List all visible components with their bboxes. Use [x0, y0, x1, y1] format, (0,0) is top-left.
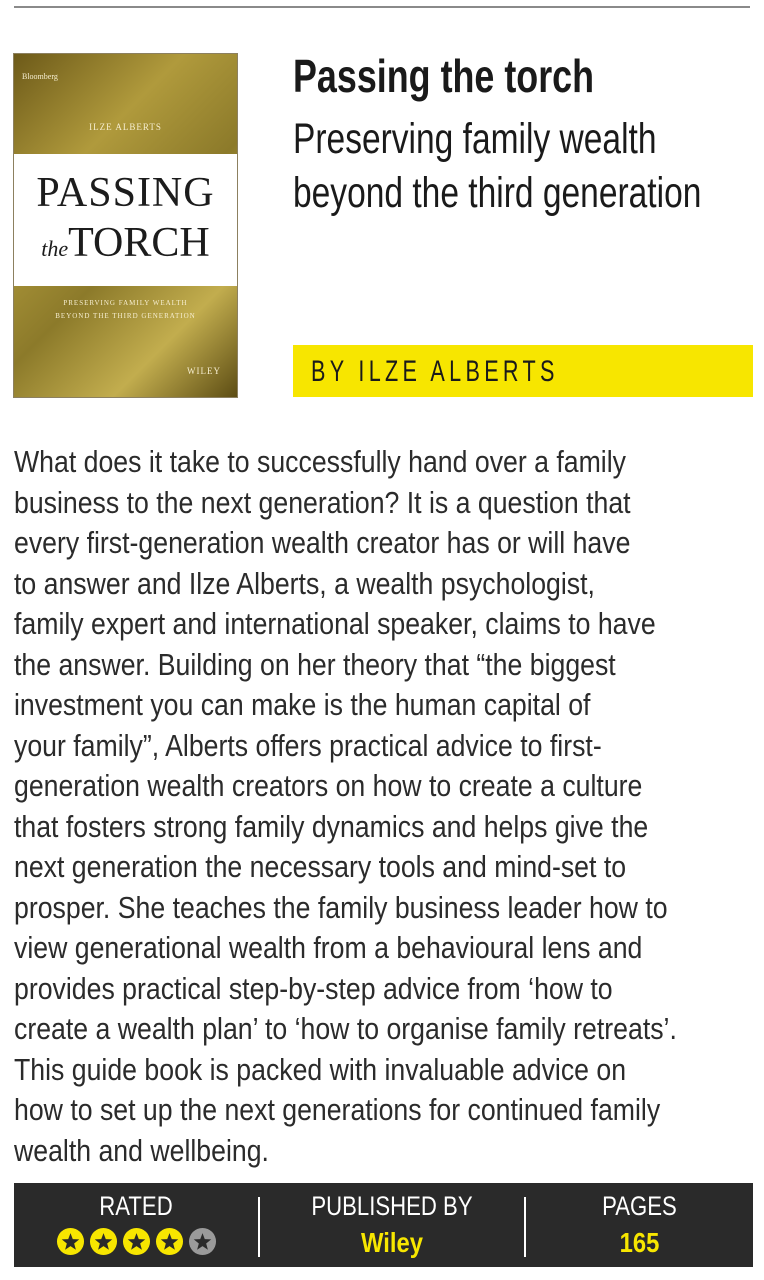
author-byline-bar — [293, 345, 753, 397]
pages-section — [526, 1183, 753, 1267]
pages-label: PAGES — [602, 1191, 677, 1221]
review-line: business to the next generation? It is a question that — [14, 484, 631, 520]
review-line: investment you can make is the human capital of — [14, 687, 591, 722]
review-line: What does it take to successfully hand over a family — [14, 444, 626, 479]
cover-subtitle — [14, 297, 237, 323]
cover-title-line2 — [14, 222, 237, 264]
book-subtitle-line2: beyond the third generation — [293, 169, 702, 217]
review-line: your family”, Alberts offers practical advice to first- — [14, 727, 602, 763]
review-line: family expert and international speaker, claims to have — [14, 606, 656, 641]
cover-subtitle-line2: BEYOND THE THIRD GENERATION — [55, 312, 196, 320]
published-by-label: PUBLISHED BY — [311, 1191, 473, 1221]
review-line: This guide book is packed with invaluable advice on — [14, 1051, 627, 1087]
cover-author-name: ILZE ALBERTS — [89, 122, 162, 132]
review-line: provides practical step-by-step advice from ‘how to — [14, 970, 613, 1006]
cover-title-the: the — [41, 236, 69, 261]
cover-publisher-logo: Bloomberg — [22, 72, 58, 81]
cover-title-line1: PASSING — [36, 170, 215, 216]
review-line: generation wealth creators on how to create a culture — [14, 768, 643, 803]
review-line: next generation the necessary tools and mind-set to — [14, 849, 627, 884]
cover-publisher-imprint: WILEY — [187, 366, 221, 376]
star-filled-icon — [89, 1227, 118, 1256]
book-info-bar — [14, 1183, 753, 1267]
review-line: that fosters strong family dynamics and helps give the — [14, 808, 649, 844]
review-line: prosper. She teaches the family business leader how to — [14, 889, 668, 925]
review-line: to answer and Ilze Alberts, a wealth psychologist, — [14, 565, 595, 601]
star-filled-icon — [56, 1227, 85, 1256]
publisher-name: Wiley — [361, 1227, 423, 1258]
rated-label: RATED — [99, 1191, 173, 1221]
cover-title-torch: TORCH — [68, 220, 210, 266]
rating-section — [14, 1183, 258, 1267]
star-filled-icon — [122, 1227, 151, 1256]
author-byline: BY ILZE ALBERTS — [311, 355, 559, 388]
book-title: Passing the torch — [293, 50, 595, 102]
review-line: every first-generation wealth creator has or will have — [14, 525, 631, 560]
book-subtitle-line1: Preserving family wealth — [293, 115, 657, 163]
star-empty-icon — [188, 1227, 217, 1256]
cover-subtitle-line1: PRESERVING FAMILY WEALTH — [63, 299, 188, 307]
book-cover-image — [13, 53, 238, 398]
star-rating — [14, 1227, 258, 1256]
cover-title-band — [14, 154, 237, 286]
page-count: 165 — [619, 1227, 660, 1258]
publisher-section — [260, 1183, 524, 1267]
top-divider — [14, 6, 750, 8]
review-text — [14, 442, 764, 1171]
review-line: view generational wealth from a behavioural lens and — [14, 930, 643, 965]
book-subtitle — [293, 112, 701, 220]
review-line: how to set up the next generations for continued family — [14, 1092, 661, 1127]
review-line: wealth and wellbeing. — [14, 1132, 269, 1168]
star-filled-icon — [155, 1227, 184, 1256]
review-line: the answer. Building on her theory that “the biggest — [14, 646, 616, 682]
review-line: create a wealth plan’ to ‘how to organise family retreats’. — [14, 1011, 677, 1046]
